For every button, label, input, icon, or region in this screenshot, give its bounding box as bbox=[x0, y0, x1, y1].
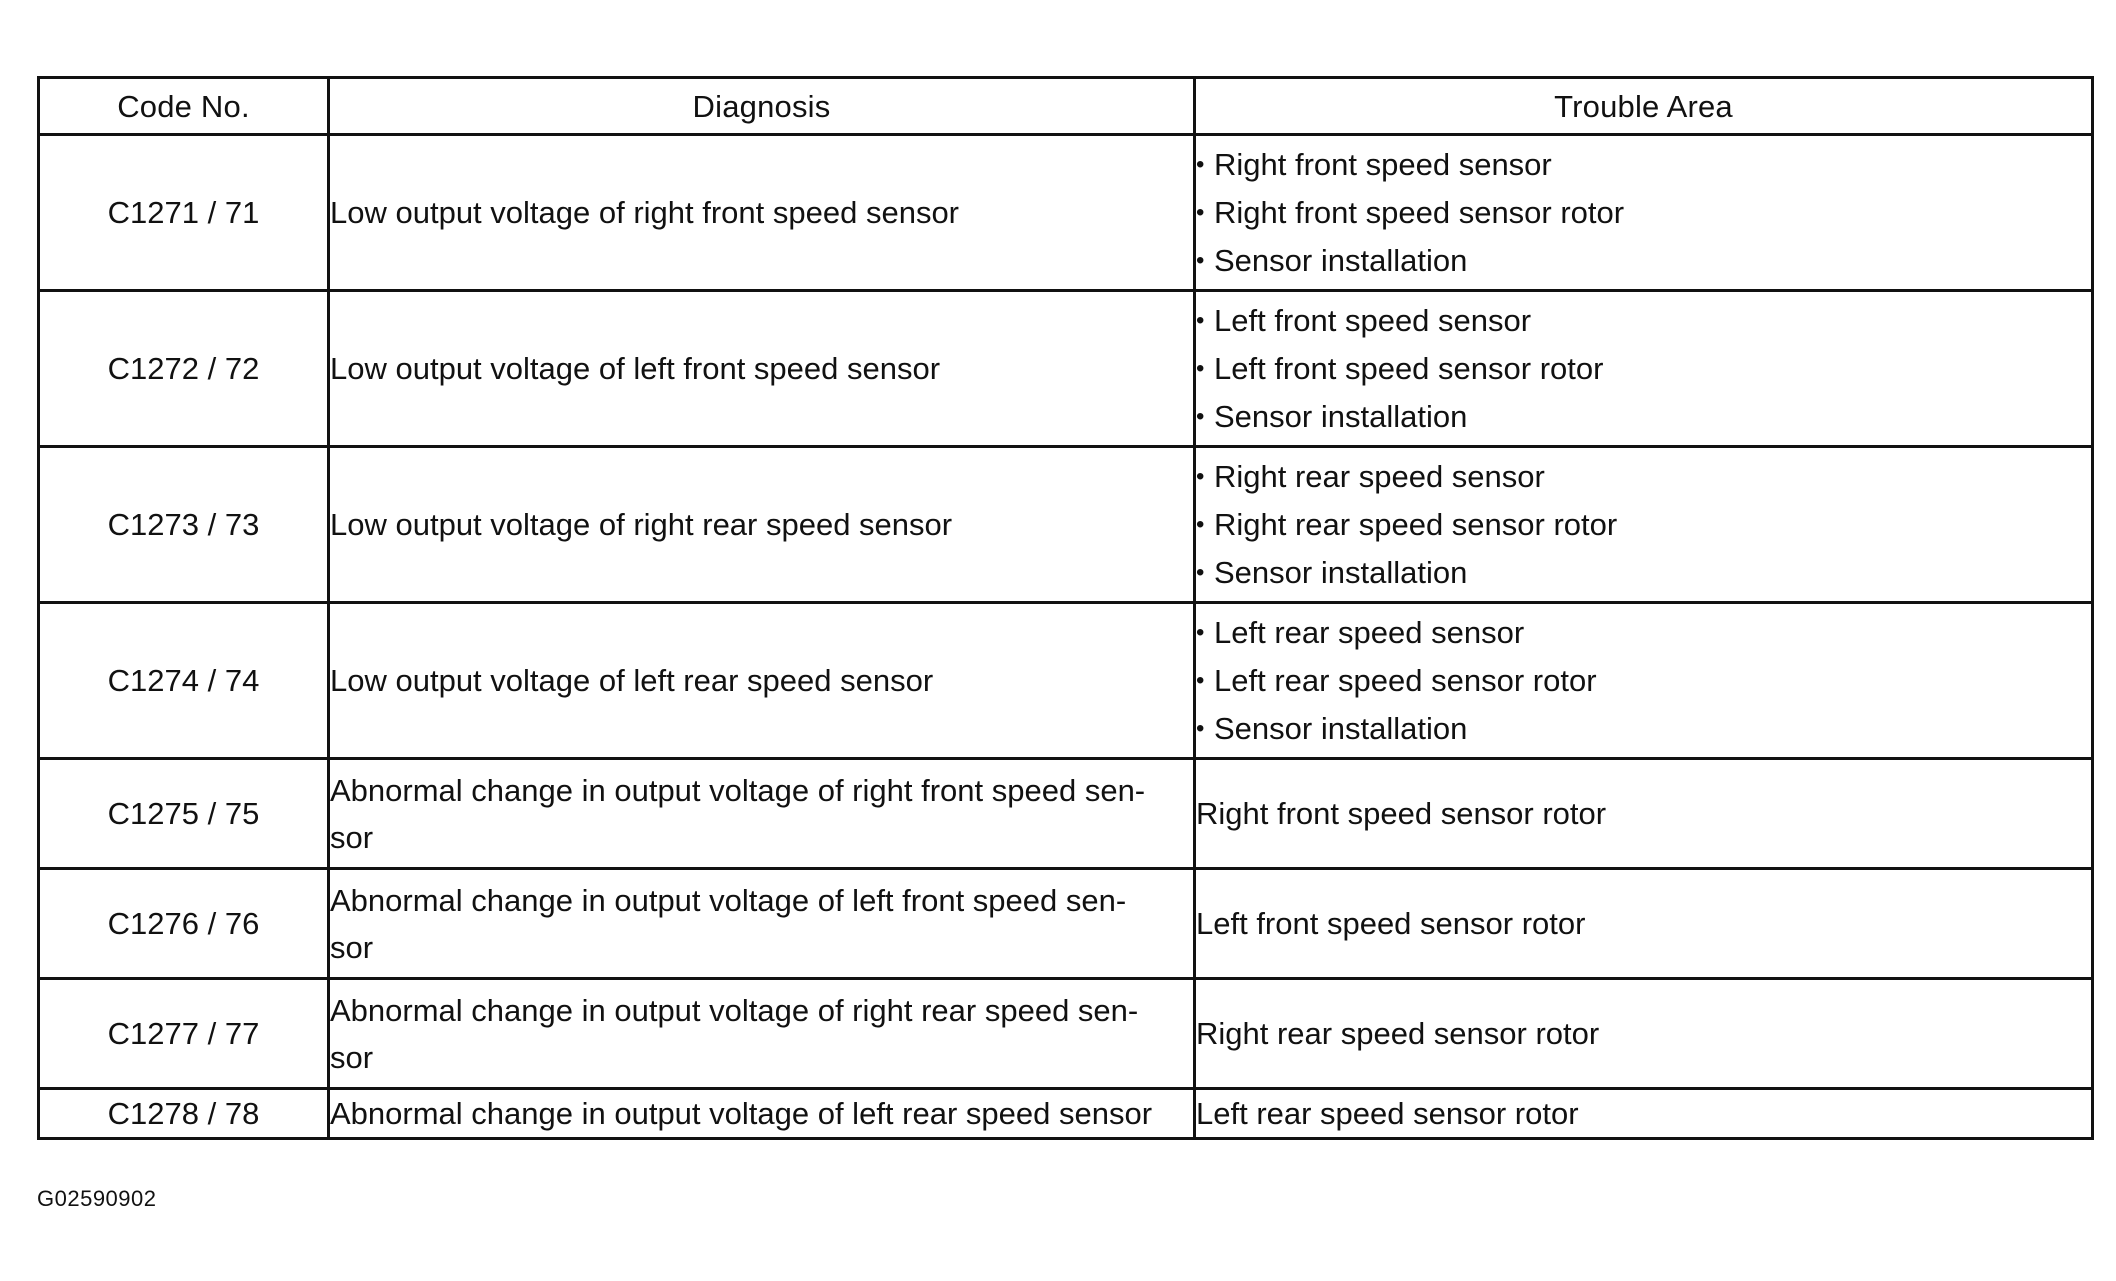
table-row bbox=[39, 979, 2093, 1089]
list-item: • Right front speed sensor bbox=[1196, 141, 2091, 189]
table-row bbox=[39, 291, 2093, 447]
diagnosis-cell: Low output voltage of left rear speed sensor bbox=[329, 603, 1195, 759]
code-cell: C1277 / 77 bbox=[39, 979, 329, 1089]
trouble-area-cell: Right rear speed sensor rotor bbox=[1195, 979, 2093, 1089]
table-row bbox=[39, 759, 2093, 869]
bullet-icon: • bbox=[1196, 666, 1205, 694]
header-trouble-area: Trouble Area bbox=[1195, 78, 2093, 135]
diagnosis-line: sor bbox=[330, 1039, 374, 1075]
diagnostic-trouble-code-table bbox=[37, 76, 2094, 1140]
bullet-icon: • bbox=[1196, 306, 1205, 334]
bullet-icon: • bbox=[1196, 714, 1205, 742]
table-row bbox=[39, 135, 2093, 291]
diagnosis-cell: Abnormal change in output voltage of left rear speed sensor bbox=[329, 1089, 1195, 1139]
code-cell: C1272 / 72 bbox=[39, 291, 329, 447]
list-item: • Left rear speed sensor rotor bbox=[1196, 657, 2091, 705]
bullet-icon: • bbox=[1196, 246, 1205, 274]
table-row bbox=[39, 447, 2093, 603]
list-item: • Sensor installation bbox=[1196, 237, 2091, 285]
list-item: • Left front speed sensor bbox=[1196, 297, 2091, 345]
trouble-area-cell: Left front speed sensor rotor bbox=[1195, 869, 2093, 979]
list-item: • Left front speed sensor rotor bbox=[1196, 345, 2091, 393]
table-row bbox=[39, 869, 2093, 979]
code-cell: C1271 / 71 bbox=[39, 135, 329, 291]
header-code-no: Code No. bbox=[39, 78, 329, 135]
trouble-area-list bbox=[1196, 297, 2091, 441]
bullet-icon: • bbox=[1196, 618, 1205, 646]
bullet-icon: • bbox=[1196, 510, 1205, 538]
list-item: • Sensor installation bbox=[1196, 705, 2091, 753]
table-row bbox=[39, 1089, 2093, 1139]
table-header-row bbox=[39, 78, 2093, 135]
code-cell: C1275 / 75 bbox=[39, 759, 329, 869]
diagnosis-line: Abnormal change in output voltage of right front speed sen- bbox=[330, 772, 1146, 808]
bullet-icon: • bbox=[1196, 354, 1205, 382]
trouble-area-cell: Right front speed sensor rotor bbox=[1195, 759, 2093, 869]
bullet-icon: • bbox=[1196, 150, 1205, 178]
trouble-area-cell bbox=[1195, 447, 2093, 603]
bullet-icon: • bbox=[1196, 558, 1205, 586]
bullet-icon: • bbox=[1196, 198, 1205, 226]
list-item: • Right front speed sensor rotor bbox=[1196, 189, 2091, 237]
trouble-area-list bbox=[1196, 453, 2091, 597]
list-item: • Sensor installation bbox=[1196, 549, 2091, 597]
diagnosis-cell bbox=[329, 759, 1195, 869]
code-cell: C1278 / 78 bbox=[39, 1089, 329, 1139]
trouble-area-list bbox=[1196, 141, 2091, 285]
code-cell: C1273 / 73 bbox=[39, 447, 329, 603]
list-item: • Right rear speed sensor bbox=[1196, 453, 2091, 501]
diagnosis-line: Abnormal change in output voltage of left front speed sen- bbox=[330, 882, 1127, 918]
diagnosis-cell bbox=[329, 979, 1195, 1089]
list-item: • Right rear speed sensor rotor bbox=[1196, 501, 2091, 549]
diagnosis-line: Abnormal change in output voltage of right rear speed sen- bbox=[330, 992, 1139, 1028]
list-item: • Sensor installation bbox=[1196, 393, 2091, 441]
list-item: • Left rear speed sensor bbox=[1196, 609, 2091, 657]
trouble-area-list bbox=[1196, 609, 2091, 753]
table-row bbox=[39, 603, 2093, 759]
trouble-area-cell: Left rear speed sensor rotor bbox=[1195, 1089, 2093, 1139]
header-diagnosis: Diagnosis bbox=[329, 78, 1195, 135]
diagnosis-cell: Low output voltage of left front speed sensor bbox=[329, 291, 1195, 447]
diagnosis-cell bbox=[329, 869, 1195, 979]
diagnosis-line: sor bbox=[330, 929, 374, 965]
trouble-area-cell bbox=[1195, 603, 2093, 759]
trouble-area-cell bbox=[1195, 135, 2093, 291]
bullet-icon: • bbox=[1196, 402, 1205, 430]
code-cell: C1274 / 74 bbox=[39, 603, 329, 759]
diagnosis-line: sor bbox=[330, 819, 374, 855]
code-cell: C1276 / 76 bbox=[39, 869, 329, 979]
figure-code: G02590902 bbox=[37, 1186, 157, 1211]
bullet-icon: • bbox=[1196, 462, 1205, 490]
diagnosis-cell: Low output voltage of right front speed sensor bbox=[329, 135, 1195, 291]
trouble-area-cell bbox=[1195, 291, 2093, 447]
diagnosis-cell: Low output voltage of right rear speed sensor bbox=[329, 447, 1195, 603]
